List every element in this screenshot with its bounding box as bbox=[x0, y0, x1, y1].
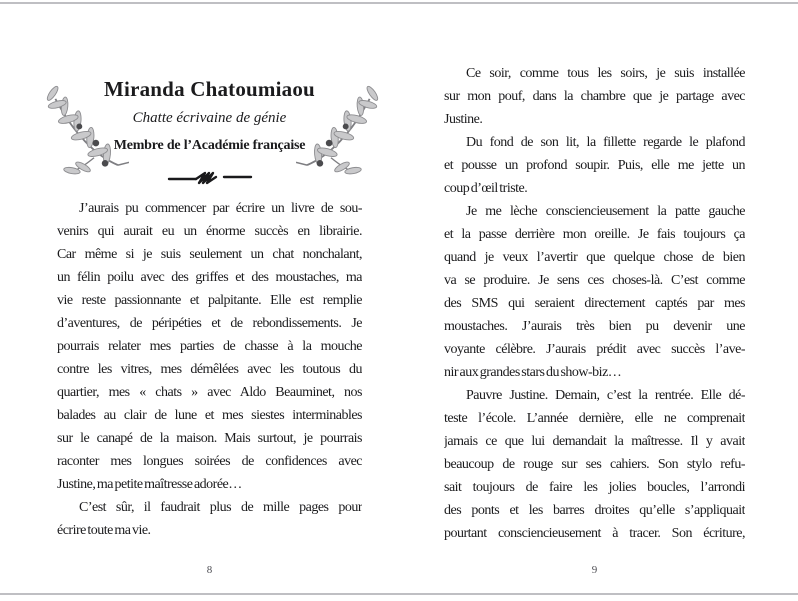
text-line: Justine. bbox=[444, 112, 483, 127]
text-line: écrire toute ma vie. bbox=[57, 523, 151, 538]
text-line: va se produire. Je sens ces choses-là. C’est comme bbox=[444, 273, 745, 288]
text-line: sur mon pouf, dans la chambre que je partage avec bbox=[444, 89, 745, 104]
page-number-right: 9 bbox=[591, 564, 598, 576]
text-line: Je me lèche consciencieusement la patte gauche bbox=[466, 204, 745, 219]
text-line: Du fond de son lit, la fillette regarde le plafond bbox=[466, 135, 745, 150]
text-line: venirs qui aurait eu un énorme succès en librairie. bbox=[57, 224, 362, 239]
right-page bbox=[444, 0, 745, 601]
text-line: Ce soir, comme tous les soirs, je suis installée bbox=[466, 66, 745, 81]
text-line: contre les vitres, mes démêlées avec les toutous du bbox=[57, 362, 362, 377]
text-line: moustaches. J’aurais très bien pu devenir une bbox=[444, 319, 745, 334]
text-line: J’aurais pu commencer par écrire un livre de sou- bbox=[79, 201, 362, 216]
text-line: raconter mes longues soirées de confidences avec bbox=[57, 454, 362, 469]
author-affiliation: Membre de l’Académie française bbox=[113, 138, 306, 153]
text-line: Pauvre Justine. Demain, c’est la rentrée. Elle dé- bbox=[466, 388, 745, 403]
author-subtitle: Chatte écrivaine de génie bbox=[132, 110, 287, 126]
author-title: Miranda Chatoumiaou bbox=[104, 77, 315, 101]
text-line: et la passe derrière mon oreille. Je fais toujours ça bbox=[444, 227, 745, 242]
text-line: vie reste passionnante et palpitante. Elle est remplie bbox=[57, 293, 362, 308]
text-line: des ponts et les barres droites qu’elle s’appliquait bbox=[444, 503, 745, 518]
rope-knot-divider-icon bbox=[57, 169, 362, 192]
text-line: teste l’école. L’année dernière, elle ne comprenait bbox=[444, 411, 745, 426]
text-line: sur le canapé de la maison. Mais surtout, je pourrais bbox=[57, 431, 362, 446]
text-line: pourrais relater mes parties de chasse à la mouche bbox=[57, 339, 362, 354]
left-page-body bbox=[57, 197, 362, 542]
page-number-left: 8 bbox=[206, 564, 213, 576]
text-line: quartier, mes « chats » avec Aldo Beauminet, nos bbox=[57, 385, 362, 400]
text-line: nir aux grandes stars du show-biz… bbox=[444, 365, 622, 380]
left-page bbox=[57, 0, 362, 601]
text-line: un félin poilu avec des griffes et des moustaches, ma bbox=[57, 270, 362, 285]
text-line: sait toujours de faire les jolies boucles, l’arrondi bbox=[444, 480, 745, 495]
text-line: Car même si je suis seulement un chat nonchalant, bbox=[57, 247, 362, 262]
right-page-body bbox=[444, 62, 745, 545]
text-line: coup d’œil triste. bbox=[444, 181, 528, 196]
text-line: et pousse un profond soupir. Puis, elle me jette un bbox=[444, 158, 745, 173]
text-line: balades au clair de lune et mes siestes interminables bbox=[57, 408, 362, 423]
text-line: Justine, ma petite maîtresse adorée… bbox=[57, 477, 242, 492]
text-line: des SMS qui seraient directement captés par mes bbox=[444, 296, 745, 311]
text-line: pourtant consciencieusement à tracer. Son écriture, bbox=[444, 526, 745, 541]
text-line: voyante célèbre. J’aurais prédit avec succès l’ave- bbox=[444, 342, 745, 357]
text-line: beaucoup de rouge sur ses cahiers. Son stylo refu- bbox=[444, 457, 745, 472]
text-line: quand je veux l’avertir que quelque chose de bien bbox=[444, 250, 745, 265]
text-line: d’aventures, de péripéties et de rebondissements. Je bbox=[57, 316, 362, 331]
text-line: C’est sûr, il faudrait plus de mille pages pour bbox=[79, 500, 362, 515]
text-line: jamais ce que lui demandait la maîtresse. Il y avait bbox=[444, 434, 745, 449]
